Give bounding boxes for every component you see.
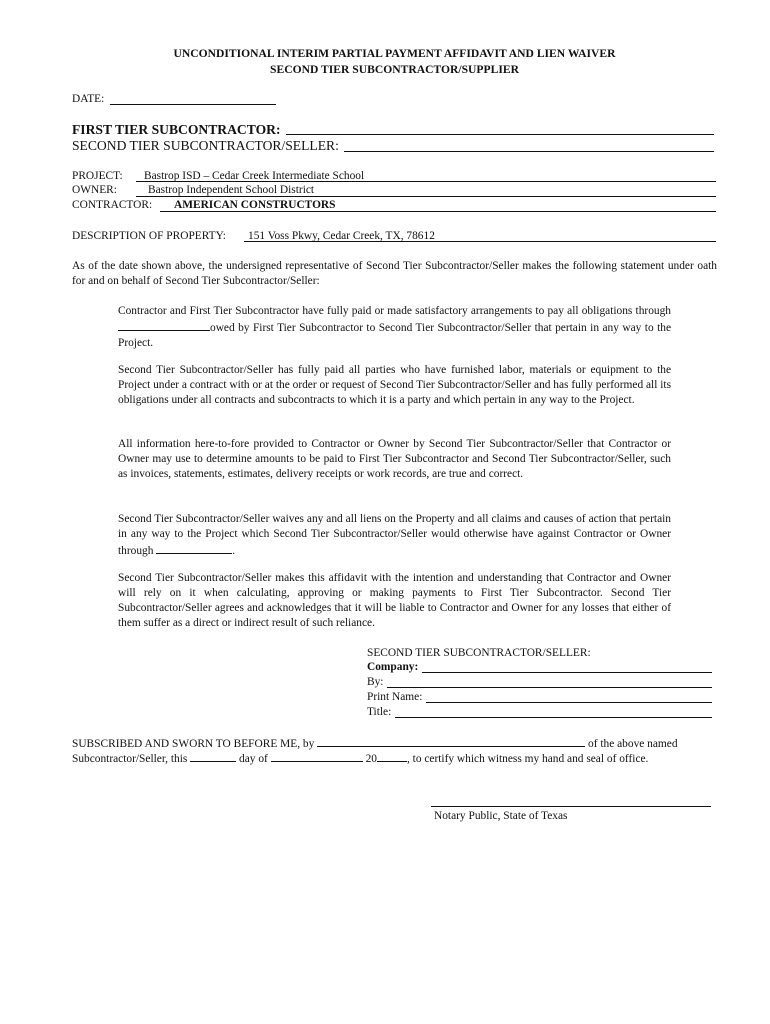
paragraph-lien-waiver <box>118 512 671 559</box>
by-label: By: <box>367 676 384 688</box>
owner-field[interactable] <box>136 196 716 197</box>
description-field[interactable] <box>244 241 716 242</box>
paragraph-payment-obligations <box>118 304 671 351</box>
document-subtitle: SECOND TIER SUBCONTRACTOR/SUPPLIER <box>270 63 519 76</box>
date-label: DATE: <box>72 93 105 105</box>
print-name-row <box>367 690 712 705</box>
contractor-label: CONTRACTOR: <box>72 199 153 211</box>
second-tier-label: SECOND TIER SUBCONTRACTOR/SELLER: <box>72 138 339 153</box>
by-signature-field[interactable] <box>387 676 712 688</box>
date-field[interactable] <box>110 104 276 105</box>
title-label: Title: <box>367 706 392 718</box>
first-tier-field[interactable] <box>286 134 714 135</box>
paragraph-parties-paid: Second Tier Subcontractor/Seller has fully paid all parties who have furnished labor, materials or equipment to the Project under a contract with or at the order or request of Second Tier Subcontractor/Seller and has fully performed all its obligations under all contracts and subcontracts to which it is a party and which pertain in any way to the Project. <box>118 364 671 406</box>
signature-heading: SECOND TIER SUBCONTRACTOR/SELLER: <box>367 647 591 659</box>
through-date-field[interactable] <box>118 319 210 331</box>
paragraph-1-text-b: owed by First Tier Subcontractor to Second Tier Subcontractor/Seller that pertain in any way to the Project. <box>118 322 671 349</box>
paragraph-4-text-a: Second Tier Subcontractor/Seller waives any and all liens on the Property and all claims and causes of action that pertain in any way to the Project which Second Tier Subcontractor/Seller would otherwise have against Contractor or Owner through <box>118 513 671 557</box>
intro-paragraph: As of the date shown above, the undersigned representative of Second Tier Subcontractor/Seller makes the following statement under oath for and on behalf of Second Tier Subcontractor/Seller: <box>72 260 717 287</box>
first-tier-label: FIRST TIER SUBCONTRACTOR: <box>72 122 281 137</box>
sworn-text-e: 20 <box>365 753 377 765</box>
project-label: PROJECT: <box>72 170 123 182</box>
sworn-text-a: SUBSCRIBED AND SWORN TO BEFORE ME, by <box>72 738 315 750</box>
owner-label: OWNER: <box>72 184 117 196</box>
company-row <box>367 660 712 675</box>
waiver-through-date-field[interactable] <box>156 542 232 554</box>
title-field[interactable] <box>395 706 712 718</box>
description-value: 151 Voss Pkwy, Cedar Creek, TX, 78612 <box>248 230 435 242</box>
sworn-day-field[interactable] <box>190 750 236 762</box>
notary-label: Notary Public, State of Texas <box>434 810 568 822</box>
sworn-text-d: day of <box>239 753 268 765</box>
sworn-text-b: of the above named <box>588 738 678 750</box>
paragraph-reliance: Second Tier Subcontractor/Seller makes this affidavit with the intention and understanding that Contractor and Owner will rely on it when calculating, approving or making payments to First Tier Subcontractor. Second Tier Subcontractor/Seller agrees and acknowledges that it will be liable to Contractor and Owner for any losses that either of them suffer as a direct or indirect result of such reliance. <box>118 572 671 629</box>
company-field[interactable] <box>422 661 712 673</box>
paragraph-4-text-b: . <box>232 545 236 557</box>
sworn-month-field[interactable] <box>271 750 363 762</box>
sworn-text-f: , to certify which witness my hand and seal of office. <box>406 753 649 765</box>
second-tier-field[interactable] <box>344 151 714 152</box>
document-title: UNCONDITIONAL INTERIM PARTIAL PAYMENT AFFIDAVIT AND LIEN WAIVER <box>173 47 616 60</box>
paragraph-1-text-a: Contractor and First Tier Subcontractor have fully paid or made satisfactory arrangements to pay all obligations through <box>118 305 671 317</box>
description-label: DESCRIPTION OF PROPERTY: <box>72 230 226 242</box>
title-row <box>367 705 712 720</box>
by-row <box>367 675 712 690</box>
sworn-by-field[interactable] <box>317 735 585 747</box>
owner-value: Bastrop Independent School District <box>148 184 315 196</box>
notary-signature-field[interactable] <box>431 806 711 807</box>
contractor-field[interactable] <box>160 211 716 212</box>
company-label: Company: <box>367 661 419 673</box>
project-value: Bastrop ISD – Cedar Creek Intermediate School <box>144 170 365 182</box>
paragraph-information-true: All information here-to-fore provided to Contractor or Owner by Second Tier Subcontractor/Seller that Contractor or Owner may use to determine amounts to be paid to First Tier Subcontractor and Second Tier Subcontractor/Seller, such as invoices, statements, estimates, delivery receipts or work records, are true and correct. <box>118 438 671 480</box>
sworn-text-c: Subcontractor/Seller, this <box>72 753 188 765</box>
sworn-line-2 <box>72 750 648 767</box>
sworn-year-field[interactable] <box>377 750 407 762</box>
contractor-value: AMERICAN CONSTRUCTORS <box>174 199 336 211</box>
print-name-field[interactable] <box>426 691 712 703</box>
print-name-label: Print Name: <box>367 691 423 703</box>
project-field[interactable] <box>136 181 716 182</box>
